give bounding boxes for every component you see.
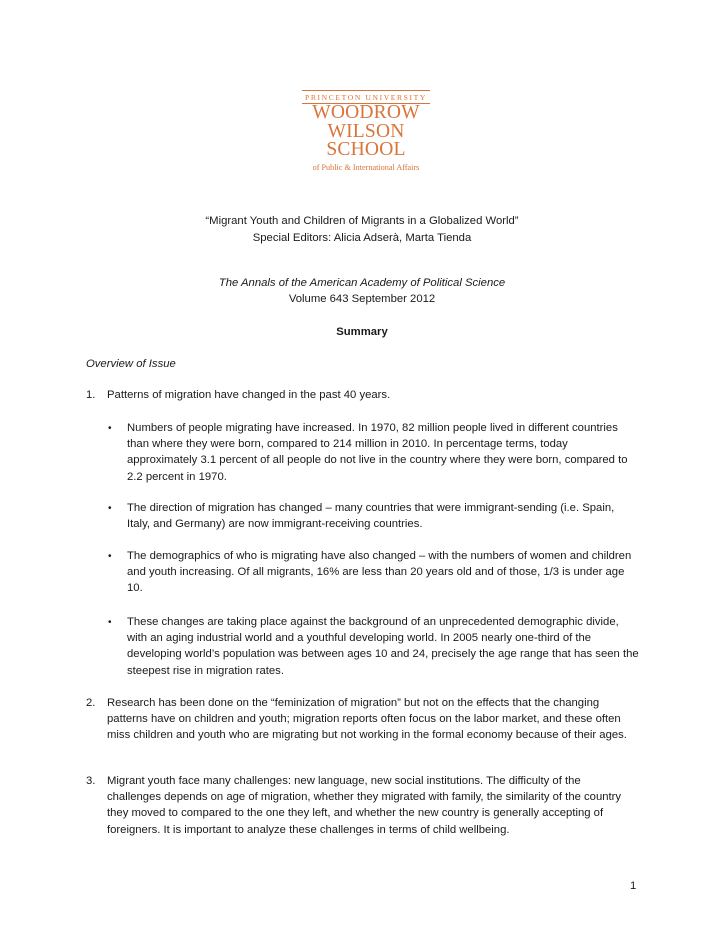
item-number: 1. [86, 389, 96, 401]
woodrow-wilson-school-logo [298, 90, 434, 173]
bullet-icon: • [108, 617, 112, 628]
item-number: 3. [86, 775, 96, 787]
page-number: 1 [630, 880, 637, 892]
bullet-text: These changes are taking place against the background of an unprecedented demographic divide, with an aging industrial world and a youthful developing world. In 2005 nearly one-third of the developing world’s population was between ages 10 and 24, precisely the age range that has seen the steepest rise in migration rates. [127, 616, 639, 677]
volume-info: Volume 643 September 2012 [288, 293, 436, 305]
bullet-icon: • [108, 503, 112, 514]
item-text: Migrant youth face many challenges: new language, new social institutions. The difficulty of the challenges depends on age of migration, whether they migrated with family, the similarity of the country they moved to compared to the one they left, and whether the new country is generally accepting of foreigners. It is important to analyze these challenges in terms of child wellbeing. [107, 775, 622, 836]
document-title: “Migrant Youth and Children of Migrants in a Globalized World” [205, 215, 519, 227]
journal-name: The Annals of the American Academy of Political Science [218, 277, 506, 289]
item-text: Patterns of migration have changed in the past 40 years. [107, 389, 391, 401]
bullet-icon: • [108, 551, 112, 562]
item-text: Research has been done on the “feminization of migration” but not on the effects that the changing patterns have on children and youth; migration reports often focus on the labor market, and these often miss children and youth who are migrating but not working in the formal economy because of their ages. [107, 697, 627, 742]
special-editors: Special Editors: Alicia Adserà, Marta Tienda [252, 232, 472, 244]
bullet-text: The direction of migration has changed – many countries that were immigrant-sending (i.e. Spain, Italy, and Germany) are now immigrant-receiving countries. [127, 502, 615, 531]
logo-woodrow: WOODROW [312, 102, 420, 123]
section-heading: Overview of Issue [86, 358, 176, 370]
logo-wilson: WILSON [327, 120, 405, 142]
logo-subtitle: of Public & International Affairs [312, 162, 420, 172]
summary-heading: Summary [336, 326, 388, 338]
bullet-icon: • [108, 423, 112, 434]
logo-school: SCHOOL [326, 139, 406, 160]
bullet-text: Numbers of people migrating have increased. In 1970, 82 million people lived in different countries than where they were born, compared to 214 million in 2010. In percentage terms, today approximately 3.1 percent of all people do not live in the country where they were born, compared to 2.2 percent in 1970. [127, 422, 628, 483]
logo-university: PRINCETON UNIVERSITY [305, 93, 427, 102]
bullet-text: The demographics of who is migrating have also changed – with the numbers of women and children and youth increasing. Of all migrants, 16% are less than 20 years old and of those, 1/3 is under age 10. [127, 550, 632, 595]
item-number: 2. [86, 697, 96, 709]
